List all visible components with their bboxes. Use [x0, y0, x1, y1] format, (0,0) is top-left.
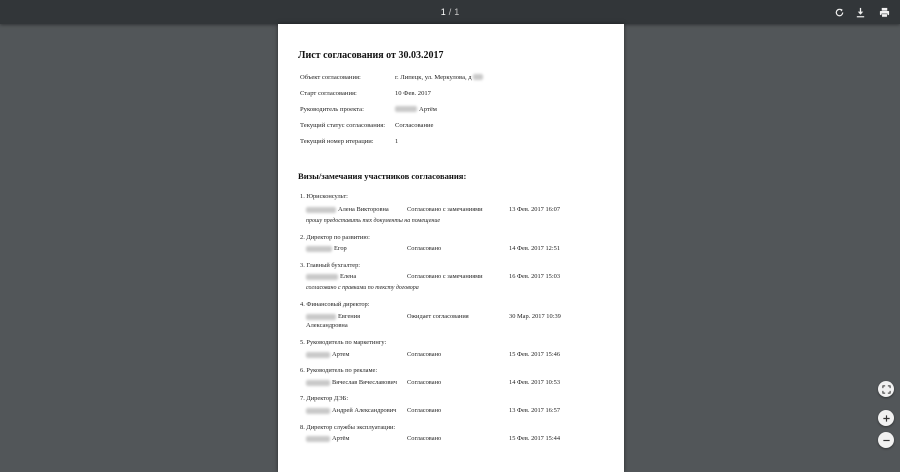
approval-date: 13 Фев. 2017 16:57 [509, 407, 561, 414]
approver-name: Артем [306, 351, 349, 358]
approval-status: Согласовано [407, 245, 442, 252]
pdf-page [278, 24, 624, 472]
approver-role: 6. Руководитель по рекламе: [300, 367, 378, 374]
approval-status: Согласовано с замечаниями [407, 273, 483, 280]
approver-role: 5. Руководитель по маркетингу: [300, 339, 387, 346]
approval-date: 14 Фев. 2017 12:51 [509, 245, 561, 252]
approver-name-line2: Александровна [306, 322, 348, 329]
meta-value: Согласование [395, 122, 434, 129]
rotate-icon [834, 7, 845, 18]
total-pages: 1 [454, 7, 460, 17]
approver-name: Егор [306, 245, 347, 252]
approver-name: Елена [306, 273, 356, 280]
fit-to-page-icon [882, 385, 891, 394]
meta-value: Артём [395, 106, 437, 113]
approval-status: Согласовано с замечаниями [407, 206, 483, 213]
approver-role: 7. Директор ДЭБ: [300, 395, 349, 402]
approval-status: Согласовано [407, 407, 442, 414]
zoom-out-button[interactable] [878, 432, 894, 448]
approver-name: Андрей Александрович [306, 407, 396, 414]
approver-role: 1. Юрисконсульт: [300, 193, 348, 200]
zoom-in-button[interactable] [878, 410, 894, 426]
pdf-toolbar [0, 0, 900, 24]
approval-date: 14 Фев. 2017 10:53 [509, 379, 561, 386]
approval-date: 15 Фев. 2017 15:44 [509, 435, 561, 442]
approval-comment: прошу предоставить тех документы на помещение [306, 218, 441, 224]
fit-to-page-button[interactable] [878, 381, 894, 397]
meta-value: 1 [395, 138, 399, 145]
approval-comment: согласовано с правками по тексту договора [306, 285, 419, 291]
print-icon [879, 7, 890, 18]
approver-name: Алена Викторовна [306, 206, 389, 213]
approval-status: Согласовано [407, 435, 442, 442]
meta-value: 10 Фев. 2017 [395, 90, 431, 97]
approval-date: 13 Фев. 2017 16:07 [509, 206, 561, 213]
approval-status: Согласовано [407, 379, 442, 386]
approval-status: Согласовано [407, 351, 442, 358]
approver-name: Артём [306, 435, 349, 442]
page-indicator [0, 0, 900, 24]
approval-date: 15 Фев. 2017 15:46 [509, 351, 561, 358]
zoom-in-icon [882, 414, 891, 423]
meta-key: Руководитель проекта: [300, 106, 364, 113]
meta-key: Текущий номер итерации: [300, 138, 374, 145]
print-button[interactable] [877, 5, 891, 19]
approver-role: 4. Финансовый директор: [300, 301, 370, 308]
meta-key: Текущий статус согласования: [300, 122, 386, 129]
approver-role: 3. Главный бухгалтер: [300, 262, 361, 269]
rotate-button[interactable] [832, 5, 846, 19]
document-title: Лист согласования от 30.03.2017 [298, 50, 444, 61]
download-button[interactable] [853, 5, 867, 19]
download-icon [855, 7, 866, 18]
zoom-out-icon [882, 436, 891, 445]
approver-role: 8. Директор службы эксплуатации: [300, 424, 396, 431]
current-page-number[interactable]: 1 [440, 7, 446, 17]
approver-name: Евгения [306, 313, 360, 320]
section-title: Визы/замечания участников согласования: [298, 171, 467, 181]
approver-role: 2. Директор по развитию: [300, 234, 370, 241]
page-separator: / [448, 7, 452, 17]
approval-status: Ожидает согласования [407, 313, 469, 320]
meta-value: г. Липецк, ул. Меркулова, д [395, 74, 485, 81]
meta-key: Старт согласования: [300, 90, 357, 97]
approver-name: Вячеслав Вячеславович [306, 379, 397, 386]
approval-date: 30 Мар. 2017 10:39 [509, 313, 561, 320]
meta-key: Объект согласования: [300, 74, 361, 81]
approval-date: 16 Фев. 2017 15:03 [509, 273, 561, 280]
